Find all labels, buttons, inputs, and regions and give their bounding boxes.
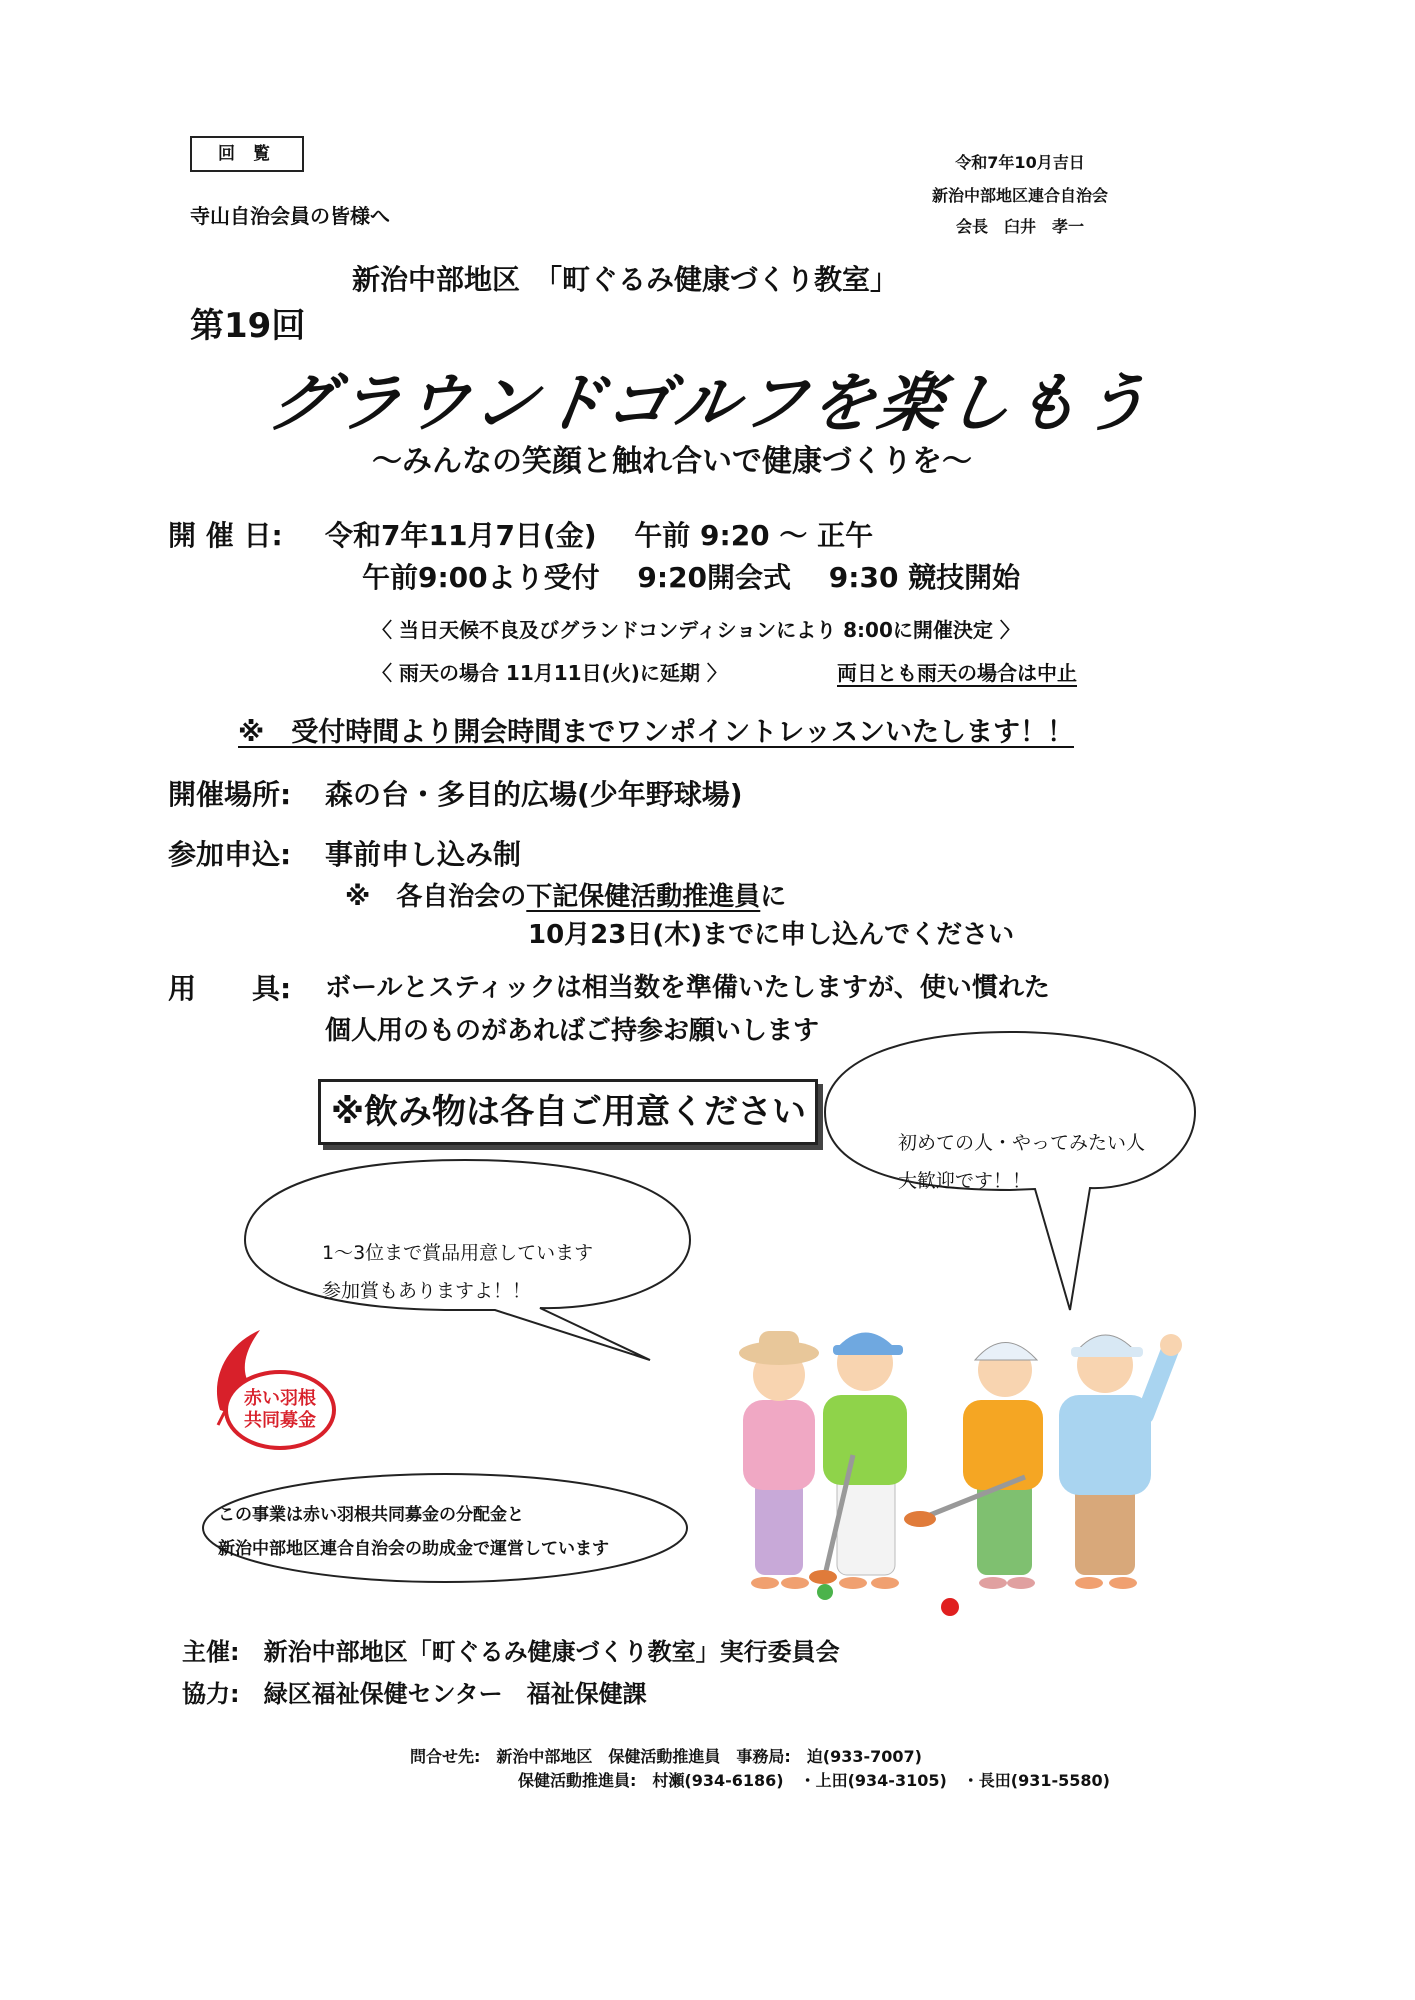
application-note-prefix: ※ 各自治会の bbox=[345, 882, 527, 912]
golfer-3-figure bbox=[904, 1343, 1043, 1590]
program-line: 新治中部地区 「町ぐるみ健康づくり教室」 bbox=[352, 263, 899, 296]
application-deadline: 10月23日(木)までに申し込んでください bbox=[528, 920, 1015, 950]
equipment-label: 用 具: bbox=[168, 972, 292, 1005]
issuing-organization: 新治中部地区連合自治会 bbox=[931, 186, 1108, 205]
bubble-left-line1: 1～3位まで賞品用意しています bbox=[322, 1242, 594, 1264]
red-feather-line2: 共同募金 bbox=[244, 1410, 316, 1431]
red-feather-text bbox=[237, 1388, 323, 1432]
golfers-illustration bbox=[725, 1305, 1185, 1615]
rain-cancel-note: 両日とも雨天の場合は中止 bbox=[837, 661, 1077, 685]
main-title: グラウンドゴルフを楽しもう bbox=[263, 367, 1156, 441]
issue-date: 令和7年10月吉日 bbox=[955, 153, 1085, 172]
application-value: 事前申し込み制 bbox=[325, 838, 522, 871]
venue-label: 開催場所: bbox=[168, 778, 292, 811]
funding-note-line2: 新治中部地区連合自治会の助成金で運営しています bbox=[218, 1539, 609, 1559]
weather-note: 〈 当日天候不良及びグランドコンディションにより 8:00に開催決定 〉 bbox=[372, 618, 1020, 642]
equipment-line1: ボールとスティックは相当数を準備いたしますが、使い慣れた bbox=[325, 973, 1050, 1003]
equipment-line2: 個人用のものがあればご持参お願いします bbox=[325, 1016, 820, 1046]
lesson-notice: ※ 受付時間より開会時間までワンポイントレッスンいたします！！ bbox=[238, 717, 1074, 748]
contact-line2: 保健活動推進員: 村瀬(934-6186) ・上田(934-3105) ・長田(931-5580) bbox=[518, 1771, 1110, 1790]
venue-value: 森の台・多目的広場(少年野球場) bbox=[325, 778, 743, 811]
cooperation: 協力: 緑区福祉保健センター 福祉保健課 bbox=[182, 1680, 647, 1708]
funding-note-line1: この事業は赤い羽根共同募金の分配金と bbox=[218, 1505, 524, 1525]
bubble-left-line2: 参加賞もありますよ！！ bbox=[322, 1280, 532, 1302]
organizer: 主催: 新治中部地区「町ぐるみ健康づくり教室」実行委員会 bbox=[182, 1638, 840, 1666]
schedule-date-time: 令和7年11月7日(金) 午前 9:20 ～ 正午 bbox=[325, 519, 874, 552]
addressee: 寺山自治会員の皆様へ bbox=[190, 204, 390, 228]
golfer-4-figure bbox=[1059, 1334, 1182, 1589]
application-note-suffix: に bbox=[760, 882, 787, 912]
rain-postpone-note: 〈 雨天の場合 11月11日(火)に延期 〉 bbox=[372, 661, 727, 685]
golfer-1-figure bbox=[739, 1331, 819, 1589]
subtitle: ～みんなの笑顔と触れ合いで健康づくりを～ bbox=[372, 444, 972, 479]
golf-ball-red bbox=[941, 1598, 959, 1616]
circulation-label: 回 覧 bbox=[190, 136, 304, 172]
application-label: 参加申込: bbox=[168, 838, 292, 871]
chairman-name: 会長 臼井 孝一 bbox=[955, 217, 1084, 236]
edition: 第19回 bbox=[190, 306, 306, 346]
bubble-right-line2: 大歓迎です！！ bbox=[898, 1170, 1032, 1192]
schedule-details: 午前9:00より受付 9:20開会式 9:30 競技開始 bbox=[362, 561, 1021, 594]
contact-line1: 問合せ先: 新治中部地区 保健活動推進員 事務局: 迫(933-7007) bbox=[410, 1747, 922, 1766]
schedule-label: 開 催 日: bbox=[168, 519, 283, 552]
bubble-right-line1: 初めての人・やってみたい人 bbox=[898, 1132, 1146, 1154]
red-feather-line1: 赤い羽根 bbox=[244, 1388, 316, 1409]
golfer-2-figure bbox=[809, 1333, 907, 1601]
drink-notice: ※飲み物は各自ご用意ください bbox=[318, 1079, 818, 1145]
application-note-underlined: 下記保健活動推進員 bbox=[526, 882, 761, 912]
